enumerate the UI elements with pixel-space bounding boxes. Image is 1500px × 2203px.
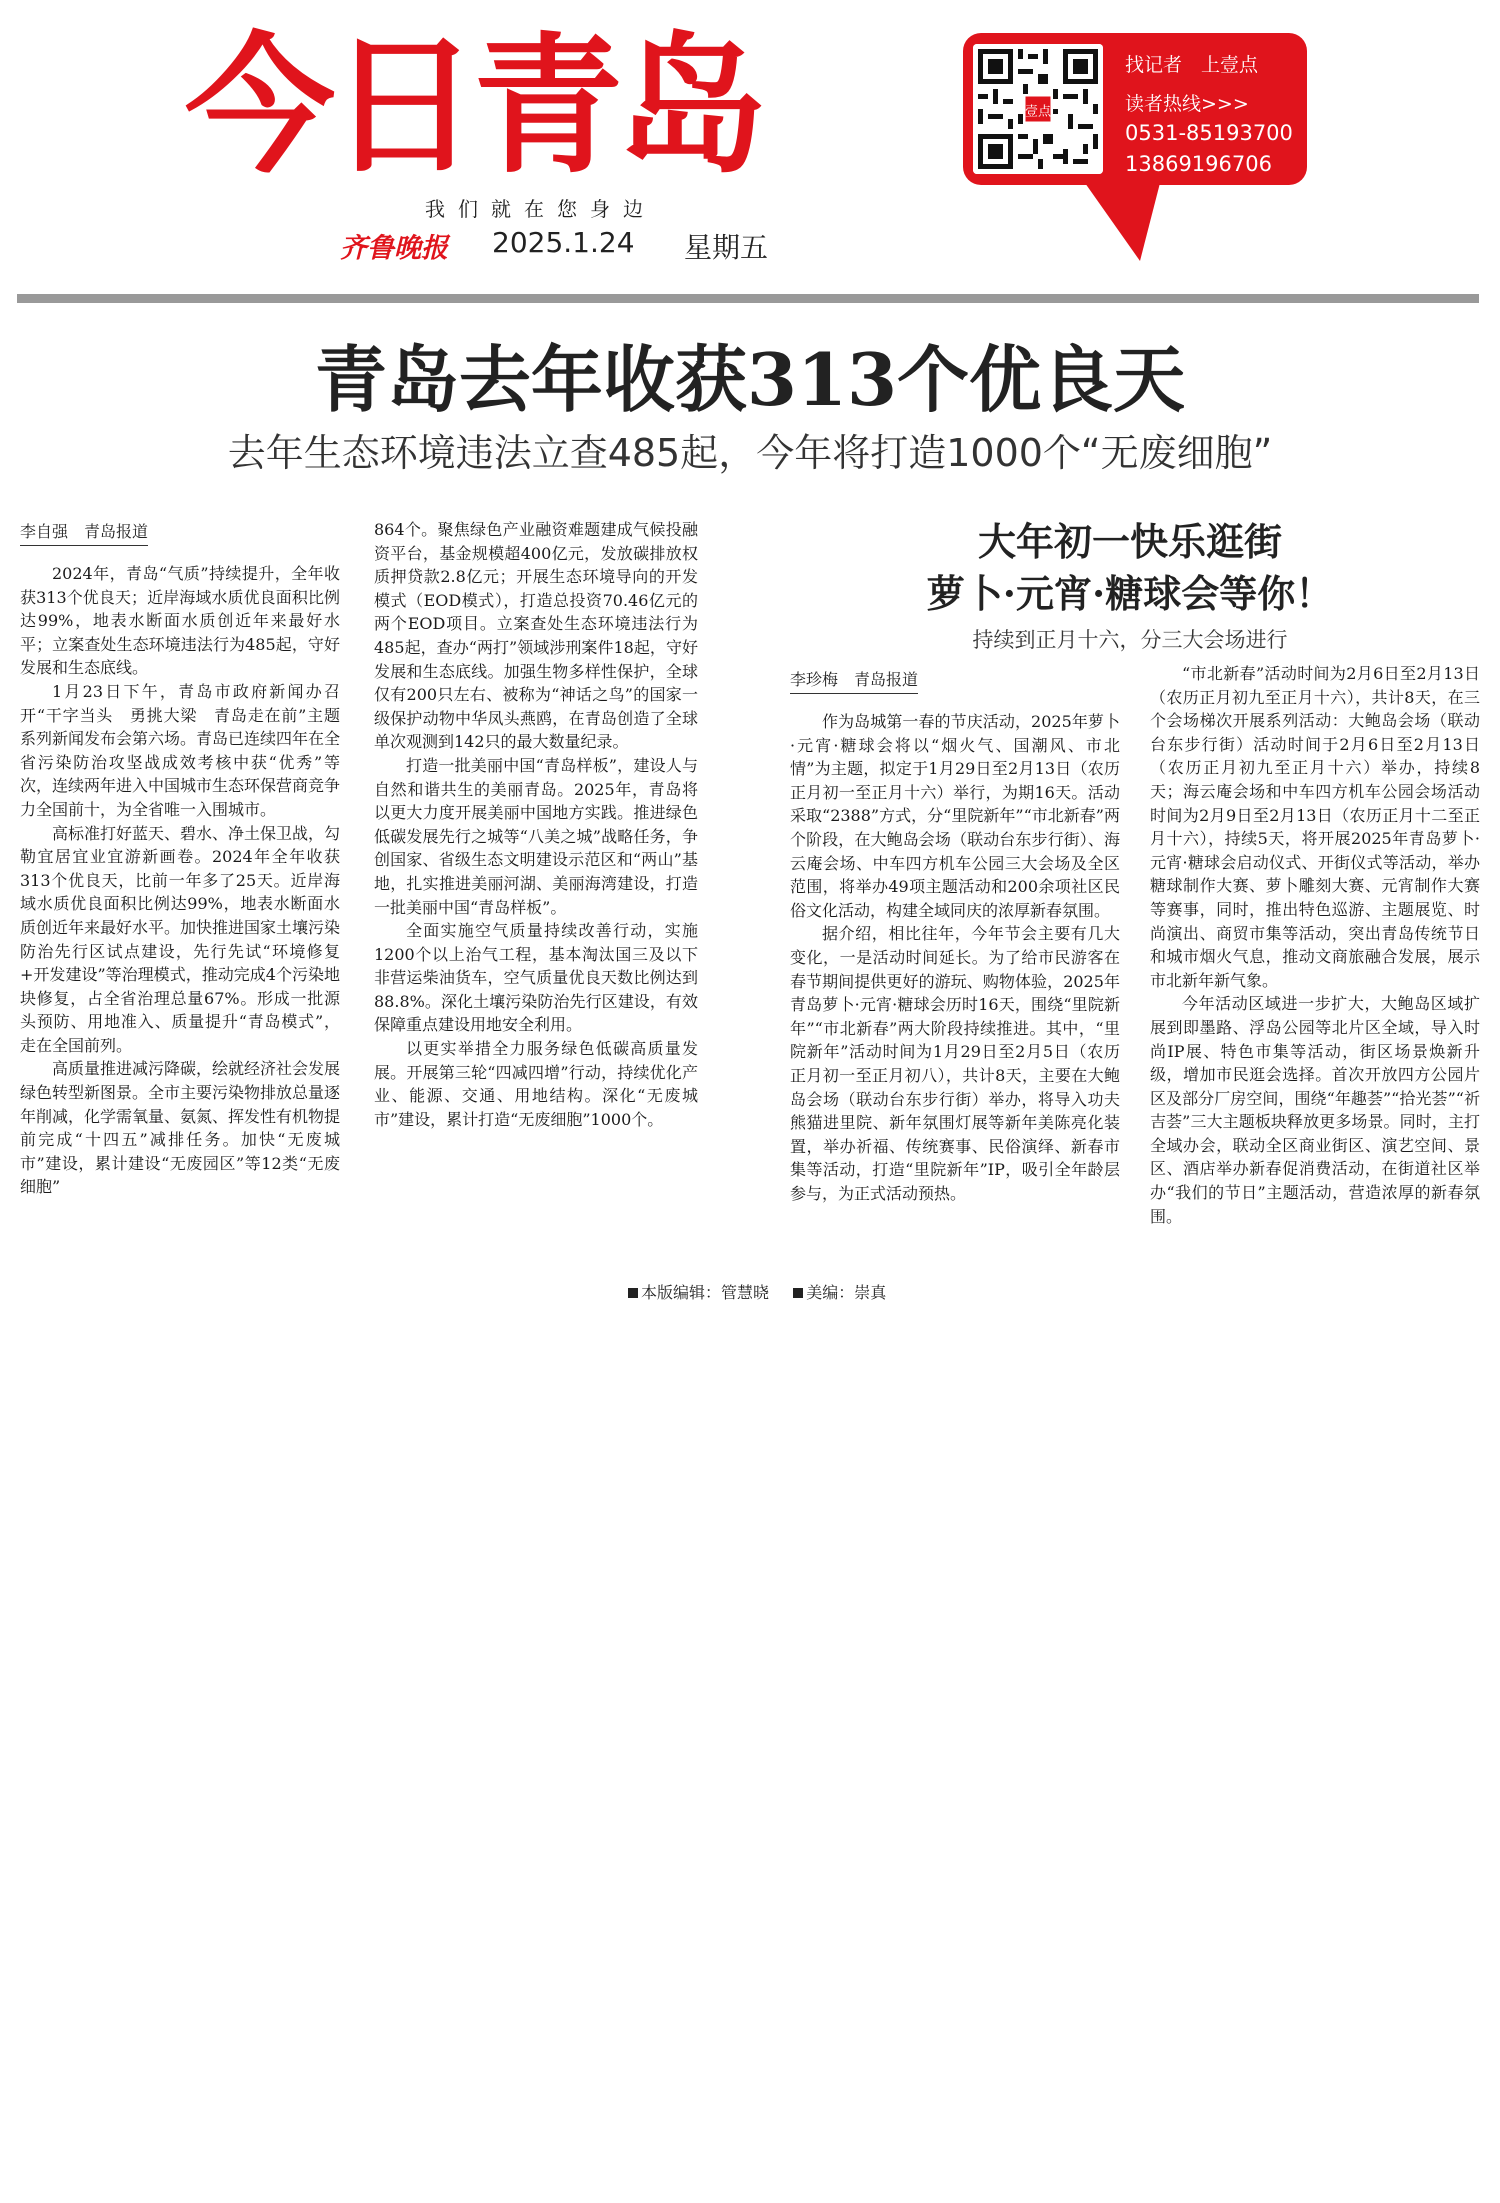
designer-credit: 美编：崇真 — [806, 1283, 887, 1302]
paper-name-logo: 齐鲁晚报 — [340, 233, 448, 264]
paragraph: 今年活动区域进一步扩大，大鲍岛区域扩展到即墨路、浮岛公园等北片区全域，导入时尚IP展、特色市集等活动，街区场景焕新升级，增加市民逛会选择。首次开放四方公园片区及部分厂房空间，围绕“年趣荟”“拾光荟”“祈吉荟”三大主题板块释放更多场景。同时，主打全域办会，联动全区商业街区、演艺空间、景区、酒店举办新春促消费活动，在街道社区举办“我们的节日”主题活动，营造浓厚的新春氛围。 — [1150, 994, 1480, 1226]
contact-phone-1[interactable]: 0531-85193700 — [1125, 121, 1293, 145]
square-bullet-icon — [793, 1288, 803, 1298]
main-subheadline: 去年生态环境违法立查485起，今年将打造1000个“无废细胞” — [227, 431, 1273, 475]
paragraph: 据介绍，相比往年，今年节会主要有几大变化，一是活动时间延长。为了给市民游客在春节期间提供更好的游玩、购物体验，2025年青岛萝卜·元宵·糖球会历时16天，围绕“里院新年”“市北新春”两大阶段持续推进。其中，“里院新年”活动时间为1月29日至2月5日（农历正月初一至正月初八），共计8天，主要在大鲍岛会场（联动台东步行街）举办，将导入功夫熊猫进里院、新年氛围灯展等新年美陈亮化装置，举办祈福、传统赛事、民俗演绎、新春市集等活动，打造“里院新年”IP，吸引全年龄层参与，为正式活动预热。 — [790, 924, 1120, 1203]
paragraph: 高质量推进减污降碳，绘就经济社会发展绿色转型新图景。全市主要污染物排放总量逐年削减，化学需氧量、氨氮、挥发性有机物提前完成“十四五”减排任务。加快“无废城市”建设，累计建设“无废园区”等12类“无废细胞” — [20, 1059, 341, 1197]
article1-byline: 李自强 青岛报道 — [20, 519, 148, 546]
issue-date: 2025.1.24 — [492, 226, 635, 259]
paragraph: 高标准打好蓝天、碧水、净土保卫战，勾勒宜居宜业宜游新画卷。2024年全年收获313个优良天，比前一年多了25天。近岸海域水质优良面积比例达99%，地表水断面水质创近年来最好水平。加快推进国家土壤污染防治先行区试点建设，先行先试“环境修复+开发建设”等治理模式，推动完成4个污染地块修复，占全省治理总量67%。形成一批源头预防、用地准入、质量提升“青岛模式”，走在全国前列。 — [20, 823, 341, 1055]
paragraph: 864个。聚焦绿色产业融资难题建成气候投融资平台，基金规模超400亿元，发放碳排放权质押贷款2.8亿元；开展生态环境导向的开发模式（EOD模式），打造总投资70.46亿元的两个EOD项目。立案查处生态环境违法行为485起，查办“两打”领域涉刑案件18起，守好发展和生态底线。加强生物多样性保护，全球仅有200只左右、被称为“神话之鸟”的国家一级保护动物中华凤头燕鸥，在青岛创造了全球单次观测到142只的最大数量纪录。 — [374, 520, 698, 752]
masthead-slogan: 我们就在您身边 — [425, 197, 656, 221]
paragraph: 以更实举措全力服务绿色低碳高质量发展。开展第三轮“四减四增”行动，持续优化产业、能源、交通、用地结构。深化“无废城市”建设，累计打造“无废细胞”1000个。 — [374, 1039, 698, 1129]
side-headline-line-1: 大年初一快乐逛街 — [977, 519, 1282, 564]
article2-column-2 — [1150, 662, 1480, 1228]
issue-weekday: 星期五 — [684, 231, 769, 264]
side-subheadline: 持续到正月十六，分三大会场进行 — [972, 628, 1288, 652]
masthead-divider — [17, 294, 1479, 303]
paragraph: 作为岛城第一春的节庆活动，2025年萝卜·元宵·糖球会将以“烟火气、国潮风、市北情”为主题，拟定于1月29日至2月13日（农历正月初一至正月十六）举行，为期16天。活动采取“2388”方式，分“里院新年”“市北新春”两个阶段，在大鲍岛会场（联动台东步行街）、海云庵会场、中车四方机车公园三大会场及全区范围，将举办49项主题活动和200余项社区民俗文化活动，构建全域同庆的浓厚新春氛围。 — [790, 712, 1120, 920]
contact-bubble-tail — [1085, 183, 1160, 261]
article1-column-1 — [20, 562, 340, 1199]
square-bullet-icon — [628, 1288, 638, 1298]
paragraph: 1月23日下午，青岛市政府新闻办召开“干字当头 勇挑大梁 青岛走在前”主题系列新闻发布会第六场。青岛已连续四年在全省污染防治攻坚战成效考核中获“优秀”等次，连续两年进入中国城市生态环保营商竞争力全国前十，为全省唯一入围城市。 — [20, 681, 341, 819]
side-headline-line-2: 萝卜·元宵·糖球会等你！ — [926, 571, 1334, 616]
masthead-title: 今日青岛 — [185, 20, 762, 194]
paragraph: 打造一批美丽中国“青岛样板”，建设人与自然和谐共生的美丽青岛。2025年，青岛将以更大力度开展美丽中国地方实践。推进绿色低碳发展先行之城等“八美之城”战略任务，争创国家、省级生态文明建设示范区和“两山”基地，扎实推进美丽河湖、美丽海湾建设，打造一批美丽中国“青岛样板”。 — [374, 755, 698, 917]
article1-column-2 — [374, 518, 698, 1131]
article2-byline: 李珍梅 青岛报道 — [790, 667, 918, 694]
article2-column-1 — [790, 710, 1120, 1205]
qr-label: 壹点 — [1024, 104, 1052, 120]
main-headline: 青岛去年收获313个优良天 — [314, 337, 1186, 422]
paragraph: “市北新春”活动时间为2月6日至2月13日（农历正月初九至正月十六），共计8天，在三个会场梯次开展系列活动：大鲍岛会场（联动台东步行街）活动时间于2月6日至2月13日（农历正月初九至正月十六）举办，持续8天；海云庵会场和中车四方机车公园会场活动时间为2月9日至2月13日（农历正月十二至正月十六），持续5天，将开展2025年青岛萝卜·元宵·糖球会启动仪式、开街仪式等活动，举办糖球制作大赛、萝卜雕刻大赛、元宵制作大赛等赛事，同时，推出特色巡游、主题展览、时尚演出、商贸市集等活动，突出青岛传统节日和城市烟火气息，推动文商旅融合发展，展示市北新年新气象。 — [1150, 664, 1480, 990]
page-credits — [628, 1280, 886, 1303]
editor-credit: 本版编辑：管慧晓 — [641, 1283, 770, 1302]
contact-hotline-label: 读者热线>>> — [1125, 93, 1249, 115]
paragraph: 2024年，青岛“气质”持续提升，全年收获313个优良天；近岸海域水质优良面积比例达99%，地表水断面水质创近年来最好水平；立案查处生态环境违法行为485起，守好发展和生态底线。 — [20, 564, 340, 678]
paragraph: 全面实施空气质量持续改善行动，实施1200个以上治气工程，基本淘汰国三及以下非营运柴油货车，空气质量优良天数比例达到88.8%。深化土壤污染防治先行区建设，有效保障重点建设用地安全利用。 — [374, 921, 698, 1035]
qr-code-icon[interactable] — [973, 44, 1103, 174]
contact-phone-2[interactable]: 13869196706 — [1125, 152, 1272, 176]
contact-line-1: 找记者 上壹点 — [1125, 54, 1259, 76]
